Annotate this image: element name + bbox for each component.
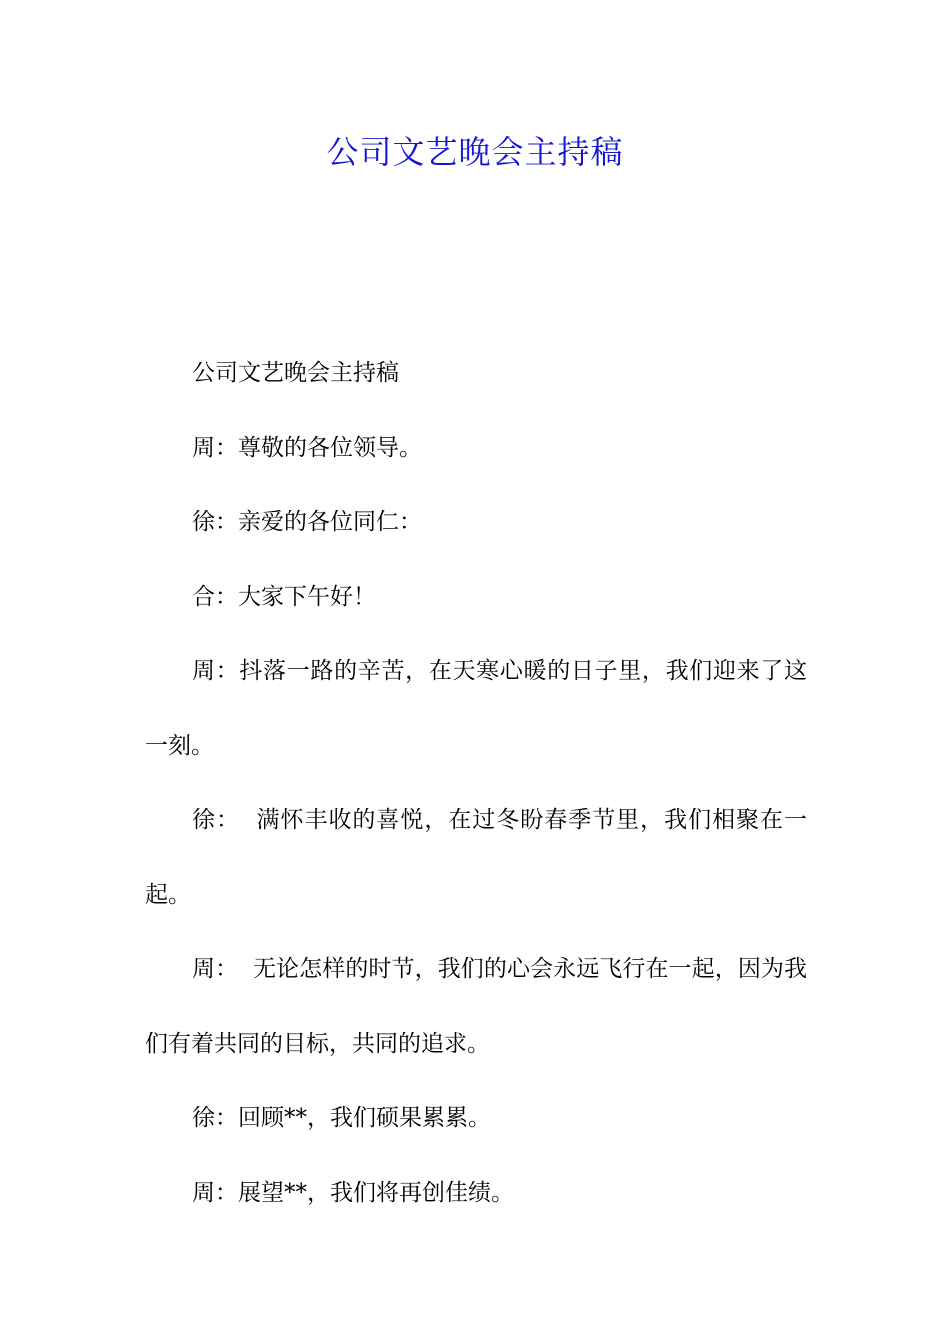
paragraph-line: 徐：亲爱的各位同仁：: [192, 509, 422, 535]
paragraph-line: 徐：回顾**，我们硕果累累。: [192, 1105, 491, 1131]
document-body: [145, 336, 807, 1230]
paragraph-line: 周：展望**，我们将再创佳绩。: [192, 1179, 514, 1206]
paragraph-line: 周：抖落一路的辛苦，在天寒心暖的日子里，我们迎来了这一刻。: [145, 658, 807, 759]
paragraph-line: 徐： 满怀丰收的喜悦，在过冬盼春季节里，我们相聚在一起。: [145, 807, 807, 908]
document-title: 公司文艺晚会主持稿: [326, 133, 624, 171]
paragraph-line: 周：尊敬的各位领导。: [192, 434, 422, 461]
paragraph-subtitle: 公司文艺晚会主持稿: [192, 360, 399, 386]
paragraph-line: 合：大家下午好！: [192, 583, 376, 610]
paragraph-line: 周： 无论怎样的时节，我们的心会永远飞行在一起，因为我们有着共同的目标，共同的追求。: [145, 956, 807, 1057]
